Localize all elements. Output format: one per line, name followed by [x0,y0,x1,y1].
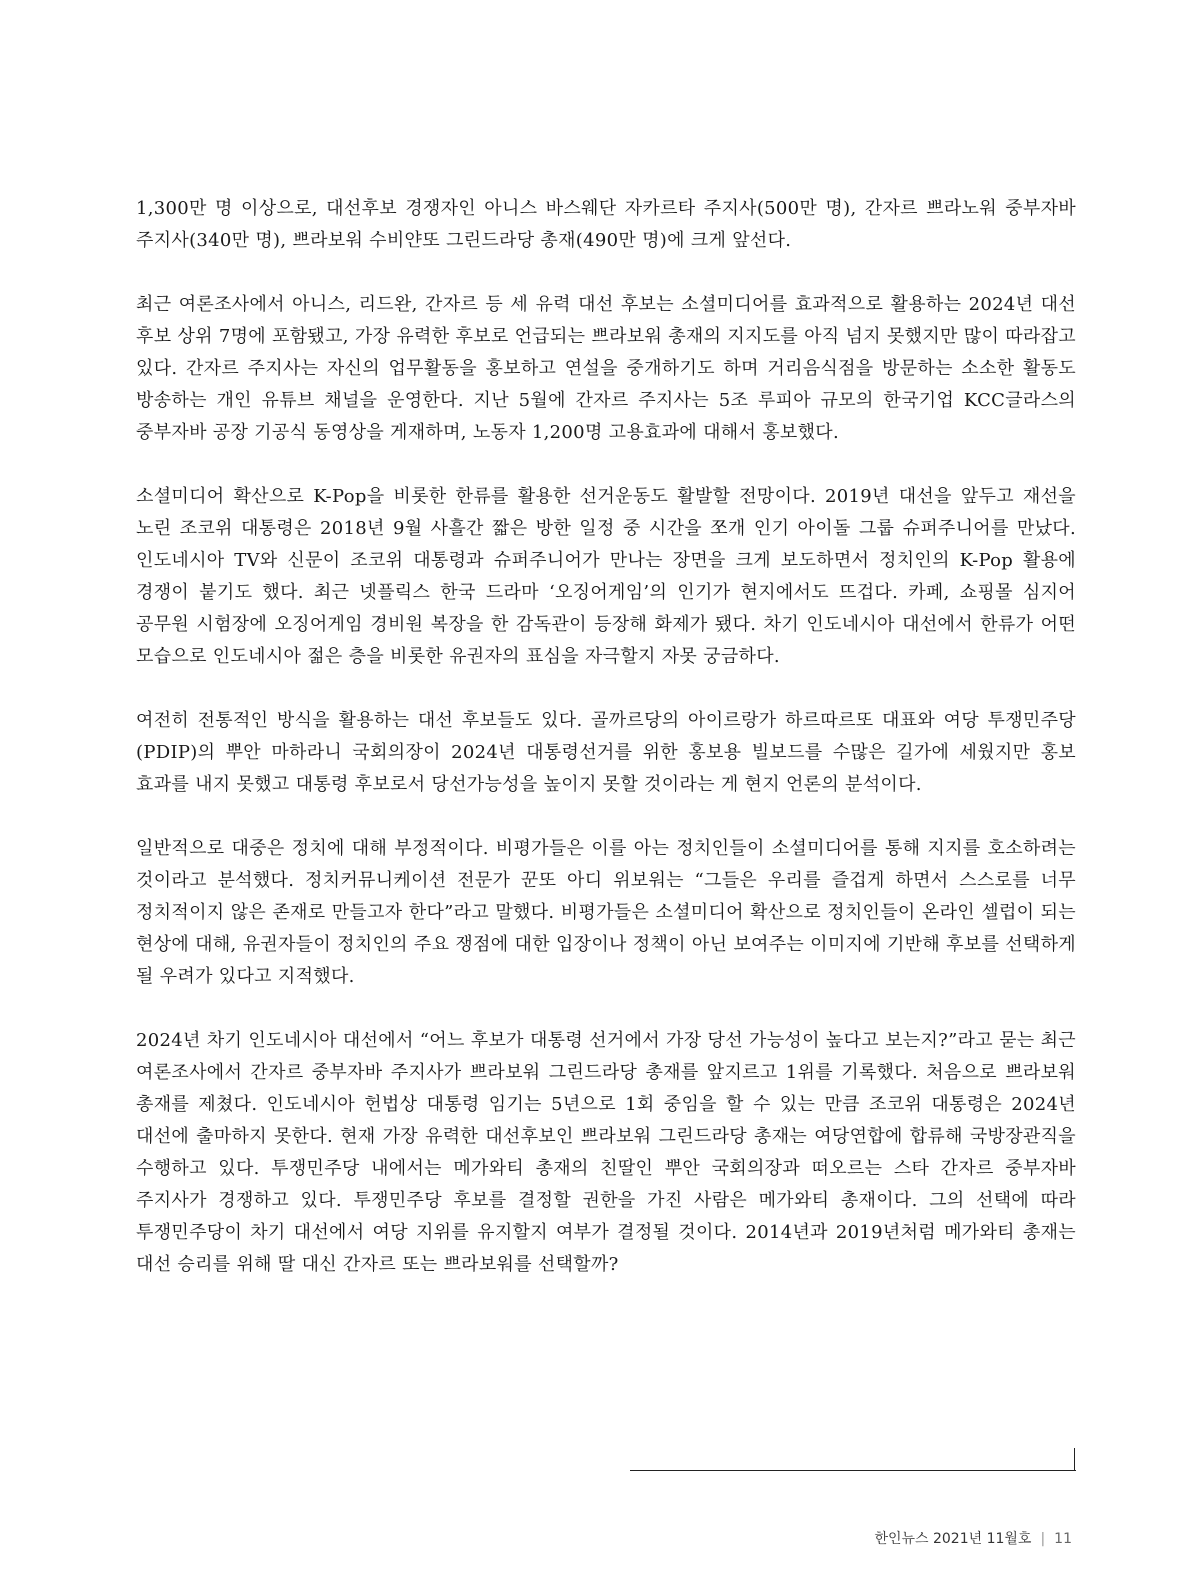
footer-divider-tick [1074,1448,1075,1471]
publication-name: 한인뉴스 2021년 11월호 [874,1531,1032,1547]
article-body [136,193,1076,1313]
footer-separator: | [1040,1531,1046,1547]
footer-divider [630,1470,1076,1471]
paragraph-4: 여전히 전통적인 방식을 활용하는 대선 후보들도 있다. 골까르당의 아이르랑가 하르따르또 대표와 여당 투쟁민주당(PDIP)의 뿌안 마하라니 국회의장이 2024년 대통령선거를 위한 홍보용 빌보드를 수많은 길가에 세웠지만 홍보 효과를 내지 못했고 대통령 후보로서 당선가능성을 높이지 못할 것이라는 게 현지 언론의 분석이다. [136,710,1076,795]
paragraph-5: 일반적으로 대중은 정치에 대해 부정적이다. 비평가들은 이를 아는 정치인들이 소셜미디어를 통해 지지를 호소하려는 것이라고 분석했다. 정치커뮤니케이션 전문가 꾼또 아디 위보워는 “그들은 우리를 즐겁게 하면서 스스로를 너무 정치적이지 않은 존재로 만들고자 한다”라고 말했다. 비평가들은 소셜미디어 확산으로 정치인들이 온라인 셀럽이 되는 현상에 대해, 유권자들이 정치인의 주요 쟁점에 대한 입장이나 정책이 아닌 보여주는 이미지에 기반해 후보를 선택하게 될 우려가 있다고 지적했다. [136,838,1076,987]
paragraph-1: 1,300만 명 이상으로, 대선후보 경쟁자인 아니스 바스웨단 자카르타 주지사(500만 명), 간자르 쁘라노워 중부자바 주지사(340만 명), 쁘라보워 수비얀또 그린드라당 총재(490만 명)에 크게 앞선다. [136,198,1076,251]
paragraph-2: 최근 여론조사에서 아니스, 리드완, 간자르 등 세 유력 대선 후보는 소셜미디어를 효과적으로 활용하는 2024년 대선 후보 상위 7명에 포함됐고, 가장 유력한 후보로 언급되는 쁘라보워 총재의 지지도를 아직 넘지 못했지만 많이 따라잡고 있다. 간자르 주지사는 자신의 업무활동을 홍보하고 연설을 중개하기도 하며 거리음식점을 방문하는 소소한 활동도 방송하는 개인 유튜브 채널을 운영한다. 지난 5월에 간자르 주지사는 5조 루피아 규모의 한국기업 KCC글라스의 중부자바 공장 기공식 동영상을 게재하며, 노동자 1,200명 고용효과에 대해서 홍보했다. [136,294,1076,443]
page-number: 11 [1054,1531,1072,1547]
paragraph-3: 소셜미디어 확산으로 K-Pop을 비롯한 한류를 활용한 선거운동도 활발할 전망이다. 2019년 대선을 앞두고 재선을 노린 조코위 대통령은 2018년 9월 사흘간 짧은 방한 일정 중 시간을 쪼개 인기 아이돌 그룹 슈퍼주니어를 만났다. 인도네시아 TV와 신문이 조코위 대통령과 슈퍼주니어가 만나는 장면을 크게 보도하면서 정치인의 K-Pop 활용에 경쟁이 붙기도 했다. 최근 넷플릭스 한국 드라마 ‘오징어게임’의 인기가 현지에서도 뜨겁다. 카페, 쇼핑몰 심지어 공무원 시험장에 오징어게임 경비원 복장을 한 감독관이 등장해 화제가 됐다. 차기 인도네시아 대선에서 한류가 어떤 모습으로 인도네시아 젊은 층을 비롯한 유권자의 표심을 자극할지 자못 궁금하다. [136,486,1076,667]
paragraph-6: 2024년 차기 인도네시아 대선에서 “어느 후보가 대통령 선거에서 가장 당선 가능성이 높다고 보는지?”라고 묻는 최근 여론조사에서 간자르 중부자바 주지사가 쁘라보워 그린드라당 총재를 앞지르고 1위를 기록했다. 처음으로 쁘라보워 총재를 제쳤다. 인도네시아 헌법상 대통령 임기는 5년으로 1회 중임을 할 수 있는 만큼 조코위 대통령은 2024년 대선에 출마하지 못한다. 현재 가장 유력한 대선후보인 쁘라보워 그린드라당 총재는 여당연합에 합류해 국방장관직을 수행하고 있다. 투쟁민주당 내에서는 메가와티 총재의 친딸인 뿌안 국회의장과 떠오르는 스타 간자르 중부자바 주지사가 경쟁하고 있다. 투쟁민주당 후보를 결정할 권한을 가진 사람은 메가와티 총재이다. 그의 선택에 따라 투쟁민주당이 차기 대선에서 여당 지위를 유지할지 여부가 결정될 것이다. 2014년과 2019년처럼 메가와티 총재는 대선 승리를 위해 딸 대신 간자르 또는 쁘라보워를 선택할까? [136,1030,1076,1275]
page-footer [874,1528,1072,1548]
